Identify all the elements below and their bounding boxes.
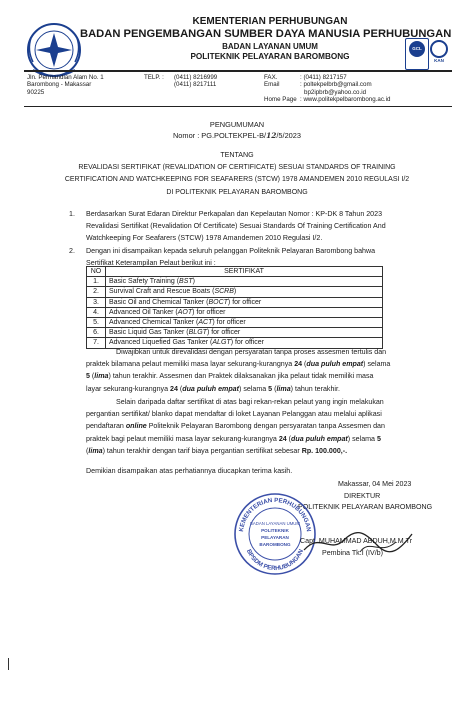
certificate-table xyxy=(86,266,383,349)
row-number: 4. xyxy=(87,307,106,317)
kan-badge-text: KAN xyxy=(434,58,444,63)
table-row xyxy=(87,297,383,307)
table-row xyxy=(87,307,383,317)
telp-values xyxy=(174,74,217,89)
subject-label: TENTANG xyxy=(220,151,254,159)
institution-name: POLITEKNIK PELAYARAN BAROMBONG xyxy=(190,52,350,61)
telp-value: (0411) 8217111 xyxy=(174,81,217,89)
homepage-value: : www.politekpelbarombong.ac.id xyxy=(300,96,391,104)
margin-mark xyxy=(8,658,9,670)
subject-line: CERTIFICATION AND WATCHKEEPING FOR SEAFARERS (STCW) 1978 AMANDEMEN 2010 REGULASI I/2 xyxy=(64,176,410,184)
para2-line: pergantian sertifikat/ blanko dapat mendaftar di loket Layanan Pelanggan atau melalui aplikasi xyxy=(86,410,382,419)
table-header-no: NO xyxy=(87,267,106,277)
table-row xyxy=(87,287,383,297)
point-2-line: Sertifikat Keterampilan Pelaut berikut ini : xyxy=(86,259,216,268)
email-value-alt: bp2ipbrb@yahoo.co.id xyxy=(304,88,367,96)
header-divider-bottom xyxy=(24,106,452,107)
homepage-label: Home Page xyxy=(264,96,297,104)
subject-text xyxy=(0,162,474,199)
point-1-number: 1. xyxy=(69,210,75,218)
point-1-line: Berdasarkan Surat Edaran Direktur Perkapalan dan Kepelautan Nomor : KP-DK 8 Tahun 2023 xyxy=(86,210,383,218)
closing-statement: Demikian disampaikan atas perhatiannya diucapkan terima kasih. xyxy=(86,467,293,475)
row-certificate: Basic Safety Training (BST) xyxy=(106,277,383,287)
para1-line: layar sekurang-kurangnya 24 (dua puluh empat) selama 5 (lima) tahun terakhir. xyxy=(86,384,340,393)
stamp-bottom-text: BPSDM PERHUBUNGAN xyxy=(244,548,306,573)
number-prefix: Nomor : PG.POLTEKPEL-B/ xyxy=(172,131,267,140)
address-line: Jln. Permandian Alam No. 1 xyxy=(27,74,104,81)
signatory-title: DIREKTUR xyxy=(344,491,381,500)
stamp-center-line: BAROMBONG xyxy=(259,542,291,547)
row-certificate: Advanced Chemical Tanker (ACT) for officer xyxy=(106,317,383,327)
row-certificate: Advanced Oil Tanker (AOT) for officer xyxy=(106,307,383,317)
header-divider-top xyxy=(24,70,452,72)
point-2-line: Dengan ini disampaikan kepada seluruh pelanggan Politeknik Pelayaran Barombong bahwa xyxy=(86,247,376,255)
table-row xyxy=(87,277,383,287)
para2-line: pendaftaran online Politeknik Pelayaran Barombong dengan persyaratan tanpa Assesmen dan xyxy=(86,422,385,431)
table-header-certificate: SERTIFIKAT xyxy=(106,267,383,277)
gcl-certification-badge xyxy=(405,38,429,70)
table-row xyxy=(87,328,383,338)
email-label: Email xyxy=(264,81,280,89)
para2-line: (lima) tahun terakhir dengan tarif biaya pergantian sertifikat sebesar Rp. 100.000,-. xyxy=(86,446,348,455)
para1-line: Diwajibkan untuk direvalidasi dengan persyaratan tanpa proses assesmen tertulis dan xyxy=(116,348,387,356)
signature-block xyxy=(298,479,432,514)
replacement-paragraph xyxy=(86,396,385,457)
fax-value: : (0411) 8217157 xyxy=(300,74,347,81)
email-value: : poltekpelbrb@gmail.com xyxy=(300,81,372,89)
announcement-heading: PENGUMUMAN xyxy=(209,120,265,129)
contact-values xyxy=(300,74,390,104)
point-2-number: 2. xyxy=(69,247,75,255)
subject-line: REVALIDASI SERTIFIKAT (REVALIDATION OF CERTIFICATE) SESUAI STANDARDS OF TRAINING xyxy=(78,164,396,171)
stamp-center-line: BADAN LAYANAN UMUM xyxy=(250,521,300,526)
stamp-center-line: POLITEKNIK xyxy=(261,528,289,533)
revalidation-paragraph xyxy=(86,346,390,395)
row-certificate: Advanced Liquefied Gas Tanker (ALGT) for officer xyxy=(106,338,383,348)
place-date: Makassar, 04 Mei 2023 xyxy=(338,480,412,488)
signatory-name: Capt. MUHAMMAD ABDUH,M.M.Tr xyxy=(300,537,413,545)
handwritten-number: 12 xyxy=(266,131,277,140)
address-block xyxy=(27,74,104,96)
announcement-number xyxy=(0,131,474,140)
telp-label: TELP. : xyxy=(144,74,164,81)
row-number: 7. xyxy=(87,338,106,348)
number-suffix: /5/2023 xyxy=(276,131,302,140)
para2-line: praktek bagi pelaut memiliki masa layar sekurang-kurangnya 24 (dua puluh empat) selama 5 xyxy=(86,434,381,443)
para1-line: 5 (lima) tahun terakhir. Assesmen dan Praktek dilaksanakan jika pelaut tidak memiliki masa xyxy=(86,372,374,381)
address-line: 90225 xyxy=(27,88,45,96)
row-certificate: Basic Oil and Chemical Tanker (BOCT) for officer xyxy=(106,297,383,307)
row-number: 6. xyxy=(87,328,106,338)
stamp-center-line: PELAYARAN xyxy=(261,535,289,540)
kan-accreditation-badge xyxy=(428,38,450,68)
stamp-top-text: KEMENTERIAN PERHUBUNGAN xyxy=(238,496,312,533)
point-1-text xyxy=(86,208,386,245)
row-certificate: Survival Craft and Rescue Boats (SCRB) xyxy=(106,287,383,297)
row-number: 2. xyxy=(87,287,106,297)
table-row xyxy=(87,317,383,327)
contact-labels xyxy=(264,74,297,104)
row-number: 5. xyxy=(87,317,106,327)
row-certificate: Basic Liquid Gas Tanker (BLGT) for officer xyxy=(106,328,383,338)
telp-value: (0411) 8216999 xyxy=(174,74,218,81)
row-number: 1. xyxy=(87,277,106,287)
table-header-row xyxy=(87,267,383,277)
fax-label: FAX. xyxy=(264,74,278,81)
signatory-institution: POLITEKNIK PELAYARAN BAROMBONG xyxy=(298,503,433,511)
ministry-name: KEMENTERIAN PERHUBUNGAN xyxy=(192,16,348,27)
para1-line: praktek bilamana pelaut memiliki masa layar sekurang-kurangnya 24 (dua puluh empat) selama xyxy=(86,360,391,369)
row-number: 3. xyxy=(87,297,106,307)
signatory-rank: Pembina Tk.I (IV/b) xyxy=(322,548,383,557)
point-1-line: Watchkeeping For Seafarers (STCW) 1978 Amandemen 2010 Regulasi I/2. xyxy=(86,234,323,243)
point-1-line: Revalidasi Sertifikat (Revalidation Of Certificate) Sesuai Standards Of Training Certification And xyxy=(86,222,386,231)
ministry-logo xyxy=(25,20,83,82)
gcl-badge-text: GCL xyxy=(409,41,425,57)
subject-line: DI POLITEKNIK PELAYARAN BAROMBONG xyxy=(166,188,308,196)
agency-name: BADAN PENGEMBANGAN SUMBER DAYA MANUSIA PERHUBUNGAN xyxy=(80,28,452,40)
signatory-name-block xyxy=(300,536,412,559)
unit-name: BADAN LAYANAN UMUM xyxy=(222,42,318,51)
para2-line: Selain daripada daftar sertifikat di atas bagi rekan-rekan pelaut yang ingin melakukan xyxy=(116,398,384,406)
address-line: Barombong - Makassar xyxy=(27,81,92,89)
